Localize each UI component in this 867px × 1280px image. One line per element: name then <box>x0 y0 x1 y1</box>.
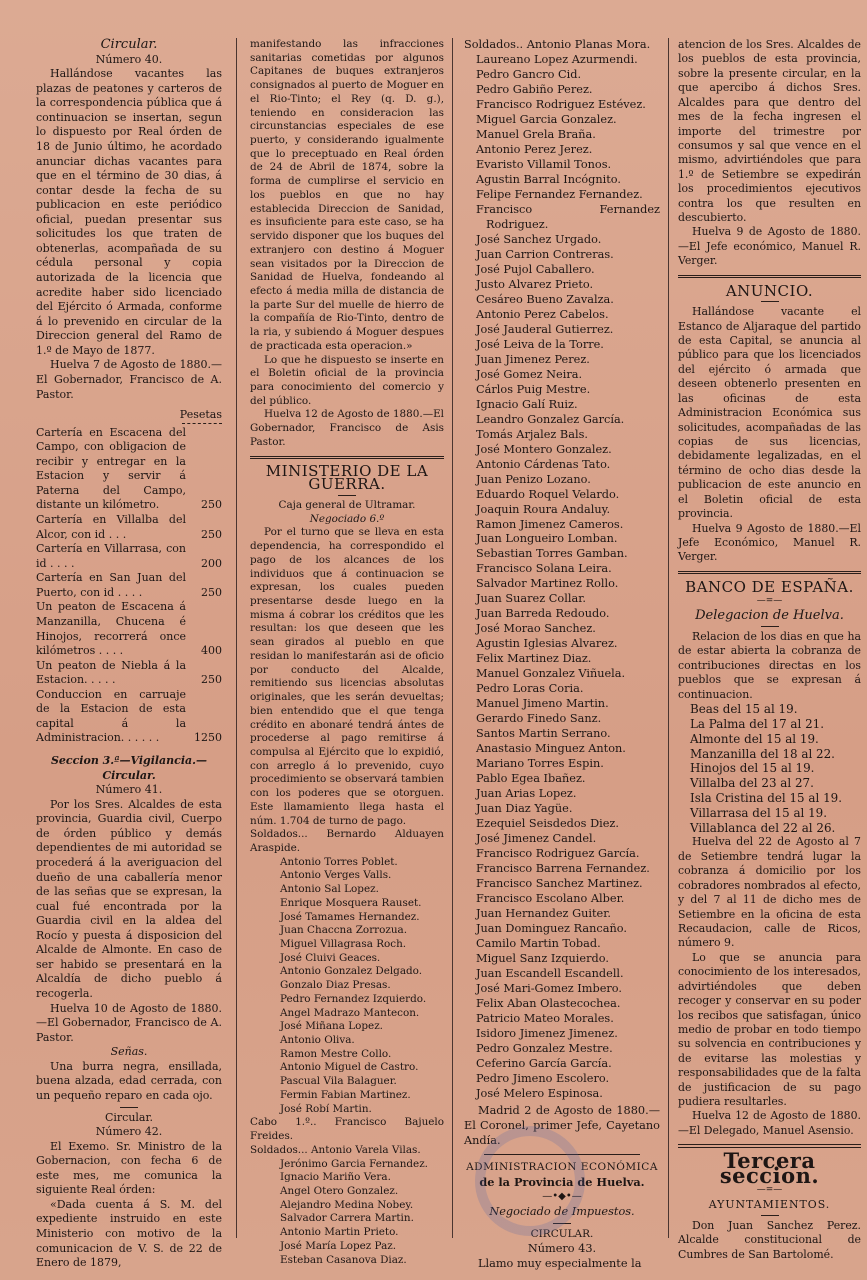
ayuntamientos-heading: AYUNTAMIENTOS. <box>708 1197 831 1211</box>
column-rule <box>452 38 453 1238</box>
list-item: Pedro Jimeno Escolero. <box>476 1071 610 1085</box>
list-item: Tomás Arjalez Bals. <box>476 427 588 441</box>
list-item: Antonio Cárdenas Tato. <box>476 457 611 471</box>
signature-madrid: Madrid 2 de Agosto de 1880.—El Coronel, primer Jefe, Cayetano Andía. <box>464 1103 660 1147</box>
fee-row: Un peaton de Niebla á la Estacion. . . . . 250 <box>36 658 222 687</box>
numero-43: Número 43. <box>527 1241 597 1255</box>
list-item: José Jimenez Candel. <box>476 832 597 846</box>
list-item: Joaquin Roura Andaluy. <box>476 502 611 516</box>
section-rule <box>678 571 861 574</box>
list-item: Juan Escandell Escandell. <box>476 967 624 981</box>
list-item: Salvador Carrera Martin. <box>280 1212 414 1225</box>
fee-row: Cartería en San Juan del Puerto, con id . . . . 250 <box>36 571 222 599</box>
admin-heading: ADMINISTRACION ECONÓMICA <box>466 1160 658 1173</box>
fee-row: Cartería en Escacena del Campo, con obligacion de recibir y entregar en la Estacion y servir á Paterna del Campo, distante un kilómetro. 250 <box>36 425 222 512</box>
paragraph-42: El Exemo. Sr. Ministro de la Gobernacion, con fecha 6 de este mes, me comunica la siguiente Real órden: <box>36 1139 222 1197</box>
list-item: Agustin Iglesias Alvarez. <box>476 637 618 651</box>
paragraph-publish: Lo que he dispuesto se inserte en el Boletin oficial de la provincia para conocimiento del comercio y del público. <box>250 353 444 407</box>
list-item: Justo Alvarez Prieto. <box>476 277 594 291</box>
list-item: Francisco Rodriguez Estévez. <box>476 97 646 111</box>
list-item: Juan Hernandez Guiter. <box>476 907 611 921</box>
list-item: Pedro Fernandez Izquierdo. <box>280 992 427 1005</box>
list-item: Ceferino García García. <box>476 1056 612 1070</box>
negociado-impuestos: Negociado de Impuestos. <box>489 1204 635 1218</box>
pesetas-header: Pesetas <box>179 408 222 422</box>
fee-row: Cartería en Villarrasa, con id . . . . 200 <box>36 542 222 570</box>
list-item: Juan Penizo Lozano. <box>476 472 591 486</box>
list-item: Juan Jimenez Perez. <box>476 352 590 366</box>
list-item: Enrique Mosquera Rauset. <box>280 896 422 909</box>
negociado-heading: Negociado 6.º <box>309 512 385 525</box>
list-item: Manuel Gonzalez Viñuela. <box>476 667 626 681</box>
list-item: Camilo Martin Tobad. <box>476 937 601 951</box>
list-item: Juan Dominguez Rancaño. <box>476 922 627 936</box>
ministerio-heading: MINISTERIO DE LA GUERRA. <box>265 461 429 494</box>
list-item: Antonio Martin Prieto. <box>280 1226 399 1239</box>
separator <box>338 495 356 496</box>
list-item: Pedro Loras Coria. <box>476 682 584 696</box>
paragraph-43-start: Llamo muy especialmente la <box>478 1256 642 1270</box>
senas-heading: Señas. <box>110 1045 148 1059</box>
list-item: Pascual Vila Balaguer. <box>280 1075 397 1088</box>
paragraph-anuncio: Hallándose vacante el Estanco de Aljaraque del partido de esta Capital, se anuncia al público para que los licenciados del ejército ó armada que deseen obtenerlo presenten en las oficinas de esta Administracion Económica sus solicitudes, acompañadas de las copias de sus licencias, debidamente legalizadas, en el término de ocho dias desde la publicacion de este anuncio en el Boletin oficial de esta provincia. <box>678 305 861 521</box>
ornament: —=— <box>756 596 783 607</box>
list-item: La Palma del 17 al 21. <box>690 716 824 731</box>
list-item: Gerardo Finedo Sanz. <box>476 712 602 726</box>
list-item: José Cluivi Geaces. <box>280 951 381 964</box>
list-item: Antonio Gonzalez Delgado. <box>280 965 423 978</box>
list-item: Laureano Lopez Azurmendi. <box>476 52 638 66</box>
list-item: Almonte del 15 al 19. <box>690 731 819 746</box>
list-item: Juan Carrion Contreras. <box>476 247 614 261</box>
separator <box>761 301 779 302</box>
list-item: Isla Cristina del 15 al 19. <box>690 791 842 806</box>
list-item: Villalba del 23 al 27. <box>690 776 814 791</box>
list-item: Juan Suarez Collar. <box>476 592 586 606</box>
banco-heading: BANCO DE ESPAÑA. <box>685 577 854 596</box>
signature-41: Huelva 10 de Agosto de 1880.—El Gobernador, Francisco de A. Pastor. <box>36 1001 222 1044</box>
list-item: José Robí Martin. <box>280 1102 372 1115</box>
list-item: Santos Martin Serrano. <box>476 727 611 741</box>
separator <box>484 1154 640 1155</box>
separator <box>553 1223 571 1224</box>
list-item: Angel Madrazo Mantecon. <box>280 1006 420 1019</box>
list-item: José Miñana Lopez. <box>280 1020 383 1033</box>
list-item: Juan Arias Lopez. <box>476 787 577 801</box>
fee-row: Un peaton de Escacena á Manzanilla, Chucena é Hinojos, recorrerá once kilómetros . . . . 400 <box>36 600 222 658</box>
column-4 <box>678 38 861 1262</box>
list-item: Beas del 15 al 19. <box>690 702 798 717</box>
list-item: Antonio Sal Lopez. <box>280 883 379 896</box>
list-item: José Melero Espinosa. <box>476 1086 603 1100</box>
list-item: Juan Chaccna Zorrozua. <box>280 924 408 937</box>
list-item: Miguel Sanz Izquierdo. <box>476 952 609 966</box>
list-item: Evaristo Villamil Tonos. <box>476 157 612 171</box>
list-item: Juan Longueiro Lomban. <box>476 532 618 546</box>
list-item: Manuel Grela Braña. <box>476 127 596 141</box>
list-item: José María Lopez Paz. <box>280 1239 397 1252</box>
list-item: José Pujol Caballero. <box>476 262 595 276</box>
list-item: Jerónimo Garcia Fernandez. <box>280 1157 428 1170</box>
list-item: Antonio Torres Poblet. <box>280 855 398 868</box>
separator <box>761 626 779 627</box>
column-2 <box>250 38 444 1267</box>
list-item: José Gomez Neira. <box>476 367 583 381</box>
ornament: —=— <box>756 1185 783 1196</box>
list-item: Cesáreo Bueno Zavalza. <box>476 292 614 306</box>
list-item: Soldados... Antonio Varela Vilas. <box>250 1143 421 1156</box>
circular-heading: CIRCULAR. <box>530 1227 594 1240</box>
seccion-3-heading: Seccion 3.ª—Vigilancia.—Circular. <box>50 754 208 782</box>
list-item: Antonio Perez Cabelos. <box>476 307 609 321</box>
list-item: Juan Barreda Redoudo. <box>476 607 610 621</box>
list-item: Manuel Jimeno Martin. <box>476 697 609 711</box>
numero-42: Número 42. <box>95 1125 163 1139</box>
paragraph-huelva-cobranza: Huelva del 22 de Agosto al 7 de Setiembre tendrá lugar la cobranza á domicilio por los cobradores nombrados al efecto, y del 7 al 11 de dicho mes de Setiembre en la oficina de esta Recaudacion, calle de Ricos, número 9. <box>678 835 861 950</box>
admin-subheading: de la Provincia de Huelva. <box>479 1174 645 1189</box>
list-item: Ezequiel Seisdedos Diez. <box>476 817 619 831</box>
list-item: José Montero Gonzalez. <box>476 442 612 456</box>
fee-row: Cartería en Villalba del Alcor, con id . . . 250 <box>36 513 222 541</box>
signature-banco: Huelva 12 de Agosto de 1880.—El Delegado, Manuel Asensio. <box>678 1109 861 1137</box>
signature-40: Huelva 7 de Agosto de 1880.—El Gobernador, Francisco de A. Pastor. <box>36 358 222 401</box>
paragraph-42-quote: «Dada cuenta á S. M. del expediente instruido en este Ministerio con motivo de la comunicacion de V. S. de 22 de Enero de 1879, <box>36 1197 222 1270</box>
list-item: Ignacio Mariño Vera. <box>280 1171 391 1184</box>
list-item: Cárlos Puig Mestre. <box>476 382 591 396</box>
list-item: Pablo Egea Ibañez. <box>476 772 586 786</box>
list-item: Eduardo Roquel Velardo. <box>476 487 620 501</box>
list-item: Antonio Perez Jerez. <box>476 142 593 156</box>
list-item: Hinojos del 15 al 19. <box>690 761 815 776</box>
paragraph-alcaldes: atencion de los Sres. Alcaldes de los pueblos de esta provincia, sobre la presente circular, en la que apercibo á dichos Sres. Alcaldes para que dentro del mes de la fecha ingresen el importe del trimestre por consumos y sal que vence en el mismo, advirtiéndoles que para 1.º de Setiembre se expedirán los procedimientos ejecutivos contra los que resulten en descubierto. <box>678 38 861 225</box>
list-item: Gonzalo Diaz Presas. <box>280 979 391 992</box>
list-item: Angel Otero Gonzalez. <box>280 1184 399 1197</box>
circular-2-heading: Circular. <box>104 1110 154 1124</box>
list-item: Salvador Martinez Rollo. <box>476 577 619 591</box>
list-item: Sebastian Torres Gamban. <box>476 547 628 561</box>
soldiers-list <box>250 828 444 1267</box>
towns-list <box>678 702 861 835</box>
list-item: Ignacio Galí Ruiz. <box>476 397 578 411</box>
separator <box>120 1107 138 1108</box>
list-item: Villarrasa del 15 al 19. <box>690 805 828 820</box>
list-item: José Tamames Hernandez. <box>280 910 420 923</box>
list-item: Francisco Fernandez Rodriguez. <box>476 202 660 231</box>
paragraph-caja: Por el turno que se lleva en esta dependencia, ha correspondido el pago de los alcances de los individuos que á continuacion se expresan, los cuales pueden presentarse desde luego en la misma á cobrar los créditos que les resultan: los que deseen que les sean girados al pueblo en que residan lo manifestarán asi de oficio por conducto del Alcalde, remitiendo sus licencias absolutas originales, que les serán devueltas; bien entendido que el que tenga crédito en abonaré tendrá ántes de procederse al pago remitirse á compulsa al Ejército que lo expidió, con arreglo á lo prevenido, cuyo procedimiento se observará tambien con los poderes que se otorguen. Este llamamiento llega hasta el núm. 1.704 de turno de pago. <box>250 526 444 827</box>
pesetas-rule <box>182 423 222 424</box>
signature-alcaldes: Huelva 9 de Agosto de 1880.—El Jefe económico, Manuel R. Verger. <box>678 225 861 268</box>
list-item: Alejandro Medina Nobey. <box>280 1198 414 1211</box>
numero-40: Número 40. <box>95 52 163 66</box>
list-item: Antonio Oliva. <box>280 1034 355 1047</box>
list-item: Ramon Jimenez Cameros. <box>476 517 624 531</box>
tercera-seccion-heading: Tercera seccion. <box>719 1148 820 1188</box>
paragraph-anuncia: Lo que se anuncia para conocimiento de los interesados, advirtiéndoles que deben recoger y conservar en su poder los recibos que satisfagan, único medio de probar en todo tiempo su solvencia en contribuciones y de evitarse las molestias y responsabilidades que de la falta de justificacion de su pago pudiera resultarles. <box>678 950 861 1109</box>
list-item: Miguel Villagrasa Roch. <box>280 938 407 950</box>
list-item: José Jauderal Gutierrez. <box>476 322 614 336</box>
anuncio-heading: ANUNCIO. <box>725 281 814 300</box>
column-1 <box>36 38 222 1271</box>
list-item: Manzanilla del 18 al 22. <box>690 746 835 761</box>
list-item: Antonio Miguel de Castro. <box>280 1061 419 1074</box>
list-item: Agustin Barral Incógnito. <box>476 172 621 186</box>
list-item: Antonio Verges Valls. <box>280 869 392 882</box>
list-item: Isidoro Jimenez Jimenez. <box>476 1026 618 1040</box>
column-rule <box>236 38 237 1238</box>
list-item: Mariano Torres Espin. <box>476 757 604 771</box>
list-item: Felipe Fernandez Fernandez. <box>476 187 643 201</box>
list-item: Pedro Gabiño Perez. <box>476 82 593 96</box>
list-item: José Leiva de la Torre. <box>476 337 604 351</box>
list-item: Anastasio Minguez Anton. <box>476 742 626 756</box>
soldiers-list-continued <box>464 38 660 1102</box>
signature-anuncio: Huelva 9 Agosto de 1880.—El Jefe Económico, Manuel R. Verger. <box>678 521 861 564</box>
section-rule <box>678 275 861 278</box>
fees-table <box>36 426 222 746</box>
fee-row: Conduccion en carruaje de la Estacion de esta capital á la Administracion. . . . . . 1250 <box>36 687 222 745</box>
list-item: Juan Diaz Yagüe. <box>476 802 573 816</box>
list-item: Francisco Barrena Fernandez. <box>476 862 650 876</box>
caja-heading: Caja general de Ultramar. <box>278 499 416 511</box>
ornament: —•◆•— <box>542 1190 582 1202</box>
list-item: José Morao Sanchez. <box>476 622 596 636</box>
list-item: Fermin Fabian Martinez. <box>280 1088 411 1101</box>
signature-moguer: Huelva 12 de Agosto de 1880.—El Gobernador, Francisco de Asis Pastor. <box>250 408 444 448</box>
paragraph-moguer: manifestando las infracciones sanitarias cometidas por algunos Capitanes de buques extranjeros consignados al puerto de Moguer en el Rio-Tinto; el Rey (q. D. g.), teniendo en consideracion las circunstancias especiales de ese puerto, y considerando igualmente que lo preceptuado en Real órden de 24 de Abril de 1874, sobre la forma de cumplirse el servicio en los pueblos en que no hay establecida Direccion de Sanidad, es insuficiente para este caso, se ha servido disponer que los buques del extranjero con destino á Moguer sean visitados por la Direccion de Sanidad de Huelva, fondeando al efecto á media milla de distancia de la parte Sur del muelle de hierro de la compañía de Rio-Tinto, dentro de la ria, y subiendo á Moguer despues de practicada esta operacion.» <box>250 38 444 352</box>
column-rule <box>668 38 669 1238</box>
senas-text: Una burra negra, ensillada, buena alzada, edad cerrada, con un pequeño reparo en cada ojo. <box>36 1059 222 1102</box>
paragraph-41: Por los Sres. Alcaldes de esta provincia, Guardia civil, Cuerpo de órden público y demás dependientes de mi autoridad se procederá á la averiguacion del dueño de una caballería menor de las señas que se expresan, la cual fué encontrada por la Guardia civil en la aldea del Rocío y puesta á disposicion del Alcalde de Almonte. En caso de ser habido se presentará en la Alcaldía de dicho pueblo á recogerla. <box>36 797 222 1000</box>
list-item: Francisco Sanchez Martinez. <box>476 877 643 891</box>
list-item: Francisco Solana Leira. <box>476 562 612 576</box>
paragraph-alcalde-cumbres: Don Juan Sanchez Perez. Alcalde constitucional de Cumbres de San Bartolomé. <box>678 1219 861 1261</box>
delegacion-heading: Delegacion de Huelva. <box>695 607 844 623</box>
list-item: Patricio Mateo Morales. <box>476 1011 614 1025</box>
list-item: Esteban Casanova Diaz. <box>280 1253 407 1266</box>
list-item: Ramon Mestre Collo. <box>280 1047 392 1060</box>
list-item: Leandro Gonzalez García. <box>476 412 625 426</box>
list-item: Felix Martinez Diaz. <box>476 652 592 666</box>
paragraph-40: Hallándose vacantes las plazas de peatones y carteros de la correspondencia pública que á continuacion se insertan, segun lo dispuesto por Real órden de 18 de Junio último, he acordado anunciar dichas vacantes para que en el término de 30 dias, á contar desde la fecha de su publicacion en este periódico oficial, puedan presentar sus solicitudes los que traten de obtenerlas, acompañada de su cédula personal y copia autorizada de la licencia que acredite haber sido licenciado del Ejército ó Armada, conforme á lo prevenido en circular de la Direccion general del Ramo de 1.º de Mayo de 1877. <box>36 67 222 357</box>
list-item: Pedro Gancro Cid. <box>476 67 582 81</box>
list-item: Francisco Escolano Alber. <box>476 892 625 906</box>
list-item: José Mari-Gomez Imbero. <box>476 982 622 996</box>
list-item: José Sanchez Urgado. <box>476 232 602 246</box>
list-item: Miguel Garcia Gonzalez. <box>476 112 617 126</box>
separator <box>761 1215 779 1216</box>
paragraph-banco: Relacion de los dias en que ha de estar abierta la cobranza de contribuciones directas en los pueblos que se expresan á continuacion. <box>678 630 861 701</box>
list-item: Soldados.. Antonio Planas Mora. <box>464 38 651 51</box>
section-rule <box>250 456 444 459</box>
list-item: Cabo 1.º.. Francisco Bajuelo Freides. <box>250 1116 444 1143</box>
numero-41: Número 41. <box>95 783 163 797</box>
circular-heading: Circular. <box>100 37 158 52</box>
list-item: Francisco Rodriguez García. <box>476 847 640 861</box>
list-item: Villablanca del 22 al 26. <box>690 820 836 835</box>
list-item: Felix Aban Olastecochea. <box>476 997 621 1010</box>
list-item: Pedro Gonzalez Mestre. <box>476 1041 613 1055</box>
list-item: Soldados... Bernardo Alduayen Araspide. <box>250 828 444 854</box>
column-3 <box>464 38 660 1272</box>
